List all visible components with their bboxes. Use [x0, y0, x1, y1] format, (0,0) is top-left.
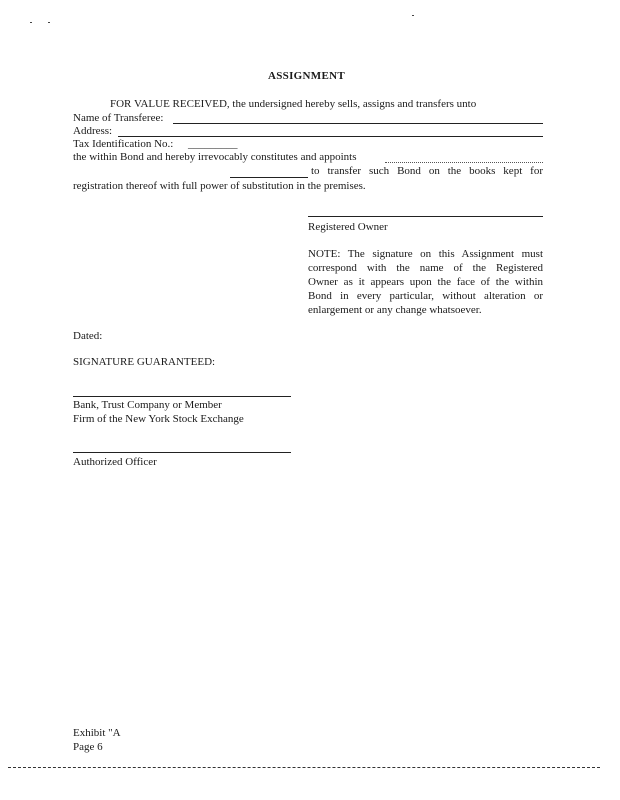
note-line: NOTE: The signature on this Assignment must — [308, 248, 543, 260]
address-line — [118, 136, 543, 137]
signature-guaranteed-label: SIGNATURE GUARANTEED: — [73, 356, 216, 368]
attorney-name-line-continued — [230, 177, 308, 178]
intro-paragraph: FOR VALUE RECEIVED, the undersigned hereby sells, assigns and transfers unto — [110, 98, 477, 110]
tax-id-blank: _________ — [188, 138, 238, 150]
note-line: correspond with the name of the Registered — [308, 262, 543, 274]
note-line: Bond in every particular, without alteration or — [308, 290, 543, 302]
document-title: ASSIGNMENT — [268, 70, 345, 82]
bank-signature-line — [73, 396, 291, 397]
note-line: enlargement or any change whatsoever. — [308, 304, 482, 316]
officer-signature-line — [73, 452, 291, 453]
address-label: Address: — [73, 125, 113, 137]
registered-owner-signature-line — [308, 216, 543, 217]
scan-speck — [30, 22, 32, 23]
exhibit-label: Exhibit "A — [73, 727, 121, 739]
authorized-officer-label: Authorized Officer — [73, 456, 157, 468]
attorney-name-line — [385, 162, 543, 163]
page-number: Page 6 — [73, 741, 103, 753]
scan-speck — [48, 22, 50, 23]
exchange-label: Firm of the New York Stock Exchange — [73, 413, 244, 425]
registered-owner-label: Registered Owner — [308, 221, 388, 233]
dated-label: Dated: — [73, 330, 103, 342]
transferee-name-label: Name of Transferee: — [73, 112, 164, 124]
bank-label: Bank, Trust Company or Member — [73, 399, 222, 411]
scan-speck — [412, 15, 414, 16]
transferee-name-line — [173, 123, 543, 124]
transfer-books-text: to transfer such Bond on the books kept for — [311, 165, 543, 177]
tax-id-label: Tax Identification No.: — [73, 138, 174, 150]
note-line: Owner as it appears upon the face of the within — [308, 276, 543, 288]
bottom-edge-rule — [8, 767, 600, 768]
substitution-text: registration thereof with full power of substitution in the premises. — [73, 180, 366, 192]
appoints-text: the within Bond and hereby irrevocably constitutes and appoints — [73, 151, 357, 163]
